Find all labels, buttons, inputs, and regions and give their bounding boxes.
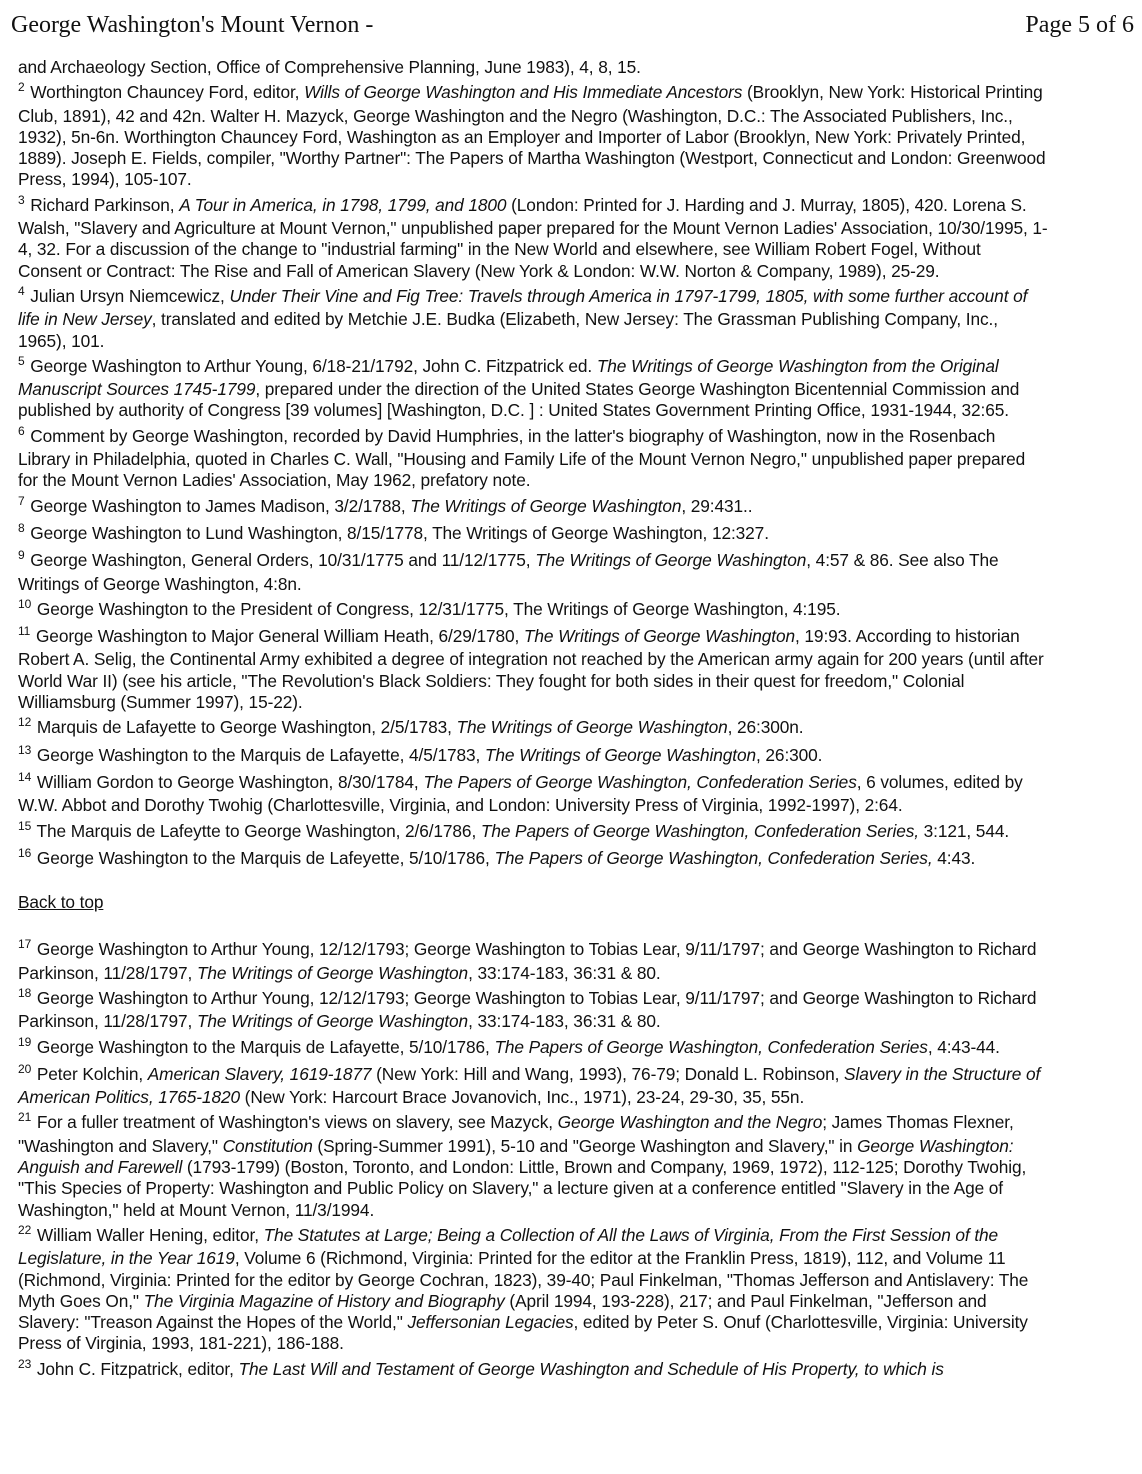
citation-text: Marquis de Lafayette to George Washington, 2/5/1783, <box>36 717 457 738</box>
citation-title: George Washington: Anguish and Farewell <box>18 1135 1014 1178</box>
citation-text: (Brooklyn, New York: Historical Printing Club, 1891), 42 and 42n. Walter H. Mazyck, George Washington and the Negro (Washington, D.C.: The Associated Publishers, Inc., 1932), 5n-6n. Worthington Chauncey Ford, Washington as an Employer and Importer of Labor (Brooklyn, New York: Privately Printed, 1889). Joseph E. Fields, compiler, "Worthy Partner": The Papers of Martha Washington (Westport, Connecticut and London: Greenwood Press, 1994), 105-107. <box>18 82 1046 190</box>
citation-title: Slavery in the Structure of American Politics, 1765-1820 <box>18 1063 1041 1108</box>
footnote-number: 9 <box>18 548 25 563</box>
footnote <box>18 1112 1048 1220</box>
citation-text: , 29:431.. <box>681 495 753 516</box>
citation-text: , prepared under the direction of the United States George Washington Bicentennial Commission and published by authority of Congress [39 volumes] [Washington, D.C. ] : United States Government Printing Office, 1931-1944, 32:65. <box>18 379 1020 421</box>
footnote <box>18 283 1048 352</box>
footnote <box>18 353 1048 422</box>
citation-title: George Washington and the Negro <box>557 1112 823 1133</box>
footnote <box>18 1356 1048 1382</box>
footnotes-content <box>18 57 1048 1386</box>
citation-title: The Statutes at Large; Being a Collection of All the Laws of Virginia, From the First Session of the Legislature, in the Year 1619 <box>18 1224 999 1269</box>
back-to-top-link[interactable]: Back to top <box>18 892 104 913</box>
footnote <box>18 1222 1048 1355</box>
citation-title: The Papers of George Washington, Confederation Series, <box>494 847 933 868</box>
citation-text: (Spring-Summer 1991), 5-10 and "George Washington and Slavery," in <box>312 1135 858 1156</box>
citation-text: , 6 volumes, edited by W.W. Abbot and Dorothy Twohig (Charlottesville, Virginia, and London: University Press of Virginia, 1992-1997), 2:64. <box>18 771 1023 816</box>
footnote-number: 18 <box>18 985 32 1000</box>
citation-title: A Tour in America, in 1798, 1799, and 1800 <box>179 194 507 215</box>
footnote-list <box>18 939 1048 1382</box>
footnote <box>18 769 1048 817</box>
citation-title: The Papers of George Washington, Confederation Series <box>494 1036 928 1057</box>
footnote-number: 7 <box>18 493 25 508</box>
citation-title: American Slavery, 1619-1877 <box>147 1063 372 1084</box>
citation-text: George Washington to Arthur Young, 6/18-21/1792, John C. Fitzpatrick ed. <box>30 355 597 376</box>
citation-title: The Last Will and Testament of George Washington and Schedule of His Property, to which is <box>238 1358 944 1379</box>
citation-title: The Writings of George Washington <box>196 962 469 983</box>
citation-text: , 26:300. <box>756 744 823 765</box>
citation-text: George Washington to James Madison, 3/2/1788, <box>30 495 411 516</box>
citation-title: Wills of George Washington and His Immediate Ancestors <box>304 82 743 103</box>
footnote-number: 10 <box>18 596 32 611</box>
citation-title: The Writings of George Washington <box>196 1011 469 1032</box>
footnote-number: 6 <box>18 423 25 438</box>
footnote-number: 5 <box>18 353 25 368</box>
continuation-text <box>18 57 1048 78</box>
footnote <box>18 596 1048 622</box>
footnote-number: 12 <box>18 715 32 730</box>
citation-text: George Washington to the Marquis de Lafayette, 5/10/1786, <box>36 1036 495 1057</box>
citation-title: The Writings of George Washington <box>484 744 757 765</box>
citation-text: John C. Fitzpatrick, editor, <box>36 1358 239 1379</box>
footnote <box>18 1034 1048 1060</box>
citation-title: The Writings of George Washington <box>456 717 728 738</box>
footnote <box>18 818 1048 844</box>
citation-text: George Washington to the Marquis de Lafeyette, 5/10/1786, <box>36 847 495 868</box>
footnote <box>18 717 1048 740</box>
citation-text: For a fuller treatment of Washington's views on slavery, see Mazyck, <box>36 1112 558 1133</box>
citation-text: George Washington to Arthur Young, 12/12/1793; George Washington to Tobias Lear, 9/11/1797; and George Washington to Richard Parkinson, 11/28/1797, <box>18 987 1037 1032</box>
page-header <box>0 0 1142 50</box>
footnote <box>18 423 1048 492</box>
footnote-number: 16 <box>18 845 32 860</box>
citation-text: William Waller Hening, editor, <box>36 1224 264 1245</box>
citation-text: Worthington Chauncey Ford, editor, <box>30 82 305 103</box>
citation-text: , 33:174-183, 36:31 & 80. <box>468 962 661 983</box>
footnote <box>18 493 1048 519</box>
citation-title: The Writings of George Washington <box>410 495 682 516</box>
footnote <box>18 939 1048 984</box>
citation-text: William Gordon to George Washington, 8/30/1784, <box>36 771 424 792</box>
footnote-number: 15 <box>18 818 32 833</box>
citation-text: 3:121, 544. <box>918 820 1010 841</box>
citation-title: The Writings of George Washington <box>523 626 796 647</box>
footnote <box>18 192 1048 282</box>
footnote-number: 21 <box>18 1110 32 1125</box>
citation-text: Julian Ursyn Niemcewicz, <box>30 285 230 306</box>
footnote-number: 19 <box>18 1034 32 1049</box>
citation-title: The Writings of George Washington <box>535 550 807 571</box>
citation-text: The Marquis de Lafeytte to George Washington, 2/6/1786, <box>36 820 481 841</box>
footnote-number: 20 <box>18 1061 32 1076</box>
citation-title: The Papers of George Washington, Confederation Series <box>423 771 857 792</box>
citation-text: Richard Parkinson, <box>30 194 180 215</box>
citation-text: (April 1994, 193-228), 217; and Paul Finkelman, "Jefferson and Slavery: "Treason Against the Hopes of the World," <box>18 1290 987 1333</box>
citation-text: George Washington to Major General William Heath, 6/29/1780, <box>35 626 524 647</box>
citation-text: , Volume 6 (Richmond, Virginia: Printed for the editor at the Franklin Press, 1819), 112, and Volume 11 (Richmond, Virginia: Printed for the editor by George Cochran, 1823), 39-40; Paul Finkelman, "Thomas Jefferson and Antislavery: The Myth Goes On," <box>18 1248 1029 1311</box>
citation-text: George Washington to the President of Congress, 12/31/1775, The Writings of George Washington, 4:195. <box>36 598 841 619</box>
citation-text: , translated and edited by Metchie J.E. Budka (Elizabeth, New Jersey: The Grassman Publishing Company, Inc., 1965), 101. <box>18 309 998 351</box>
footnote <box>18 520 1048 546</box>
back-to-top <box>18 892 1048 913</box>
citation-title: The Writings of George Washington from the Original Manuscript Sources 1745-1799 <box>18 355 999 400</box>
footnote-number: 11 <box>18 624 31 639</box>
footnote-number: 3 <box>18 192 25 207</box>
citation-text: George Washington to Arthur Young, 12/12/1793; George Washington to Tobias Lear, 9/11/1797; and George Washington to Richard Parkinson, 11/28/1797, <box>18 939 1037 983</box>
citation-title: The Virginia Magazine of History and Biography <box>143 1290 505 1311</box>
footnote-number: 23 <box>18 1356 32 1371</box>
footnote-list <box>18 82 1048 871</box>
continued-footnote <box>18 57 1048 78</box>
footnote <box>18 626 1048 713</box>
footnote <box>18 742 1048 768</box>
citation-text: George Washington, General Orders, 10/31/1775 and 11/12/1775, <box>30 550 536 571</box>
footnote-number: 22 <box>18 1222 32 1237</box>
citation-text: (New York: Hill and Wang, 1993), 76-79; Donald L. Robinson, <box>371 1063 845 1084</box>
citation-text: George Washington to the Marquis de Lafayette, 4/5/1783, <box>36 744 485 765</box>
footnote-number: 4 <box>18 283 25 298</box>
citation-text: ; James Thomas Flexner, "Washington and Slavery," <box>18 1112 1014 1156</box>
citation-text: , 4:57 & 86. See also The Writings of George Washington, 4:8n. <box>18 550 999 594</box>
citation-title: Under Their Vine and Fig Tree: Travels through America in 1797-1799, 1805, with some further account of life in New Jersey <box>18 285 1028 330</box>
footnote-number: 17 <box>18 937 32 952</box>
footnote-number: 14 <box>18 769 32 784</box>
citation-text: 4:43. <box>932 847 976 868</box>
footnote-number: 8 <box>18 520 25 535</box>
footnote-number: 13 <box>18 742 32 757</box>
document-title: George Washington's Mount Vernon - <box>11 12 374 38</box>
citation-text: , edited by Peter S. Onuf (Charlottesville, Virginia: University Press of Virginia, 1993, 181-221), 186-188. <box>18 1312 1028 1354</box>
page-number: Page 5 of 6 <box>1025 12 1134 38</box>
citation-text: Comment by George Washington, recorded by David Humphries, in the latter's biography of Washington, now in the Rosenbach Library in Philadelphia, quoted in Charles C. Wall, "Housing and Family Life of the Mount Vernon Negro," unpublished paper prepared for the Mount Vernon Ladies' Association, May 1962, prefatory note. <box>18 425 1026 491</box>
citation-title: Jeffersonian Legacies <box>407 1312 574 1333</box>
footnote <box>18 550 1048 595</box>
footnote <box>18 985 1048 1033</box>
footnote-number: 2 <box>18 80 25 95</box>
footnote <box>18 1061 1048 1109</box>
citation-text: (New York: Harcourt Brace Jovanovich, Inc., 1971), 23-24, 29-30, 35, 55n. <box>239 1087 805 1108</box>
citation-text: , 4:43-44. <box>927 1036 1000 1057</box>
citation-title: The Papers of George Washington, Confederation Series, <box>480 820 919 841</box>
citation-title: Constitution <box>222 1135 313 1156</box>
citation-text: Peter Kolchin, <box>36 1063 148 1084</box>
citation-text: , 19:93. According to historian Robert A. Selig, the Continental Army exhibited a degree of integration not reached by the American army again for 200 years (until after World War II) (see his article, "The Revolution's Black Soldiers: They fought for both sides in their quest for freedom," Colonial Williamsburg (Summer 1997), 15-22). <box>18 626 1044 713</box>
citation-text: and Archaeology Section, Office of Comprehensive Planning, June 1983), 4, 8, 15. <box>18 57 641 77</box>
citation-text: , 26:300n. <box>727 717 804 738</box>
footnote <box>18 845 1048 871</box>
footnote <box>18 82 1048 190</box>
citation-text: (1793-1799) (Boston, Toronto, and London: Little, Brown and Company, 1969, 1972), 112-125; Dorothy Twohig, "This Species of Property: Washington and Public Policy on Slavery," a lecture given at a conference entitled "Slavery in the Age of Washington," held at Mount Vernon, 11/3/1994. <box>18 1157 1027 1220</box>
citation-text: George Washington to Lund Washington, 8/15/1778, The Writings of George Washington, 12:327. <box>30 522 769 543</box>
citation-text: , 33:174-183, 36:31 & 80. <box>468 1011 661 1032</box>
citation-text: (London: Printed for J. Harding and J. Murray, 1805), 420. Lorena S. Walsh, "Slavery and Agriculture at Mount Vernon," unpublished paper prepared for the Mount Vernon Ladies' Association, 10/30/1995, 1-4, 32. For a discussion of the change to "industrial farming" in the New World and elsewhere, see William Robert Fogel, Without Consent or Contract: The Rise and Fall of American Slavery (New York & London: W.W. Norton & Company, 1989), 25-29. <box>18 194 1048 281</box>
